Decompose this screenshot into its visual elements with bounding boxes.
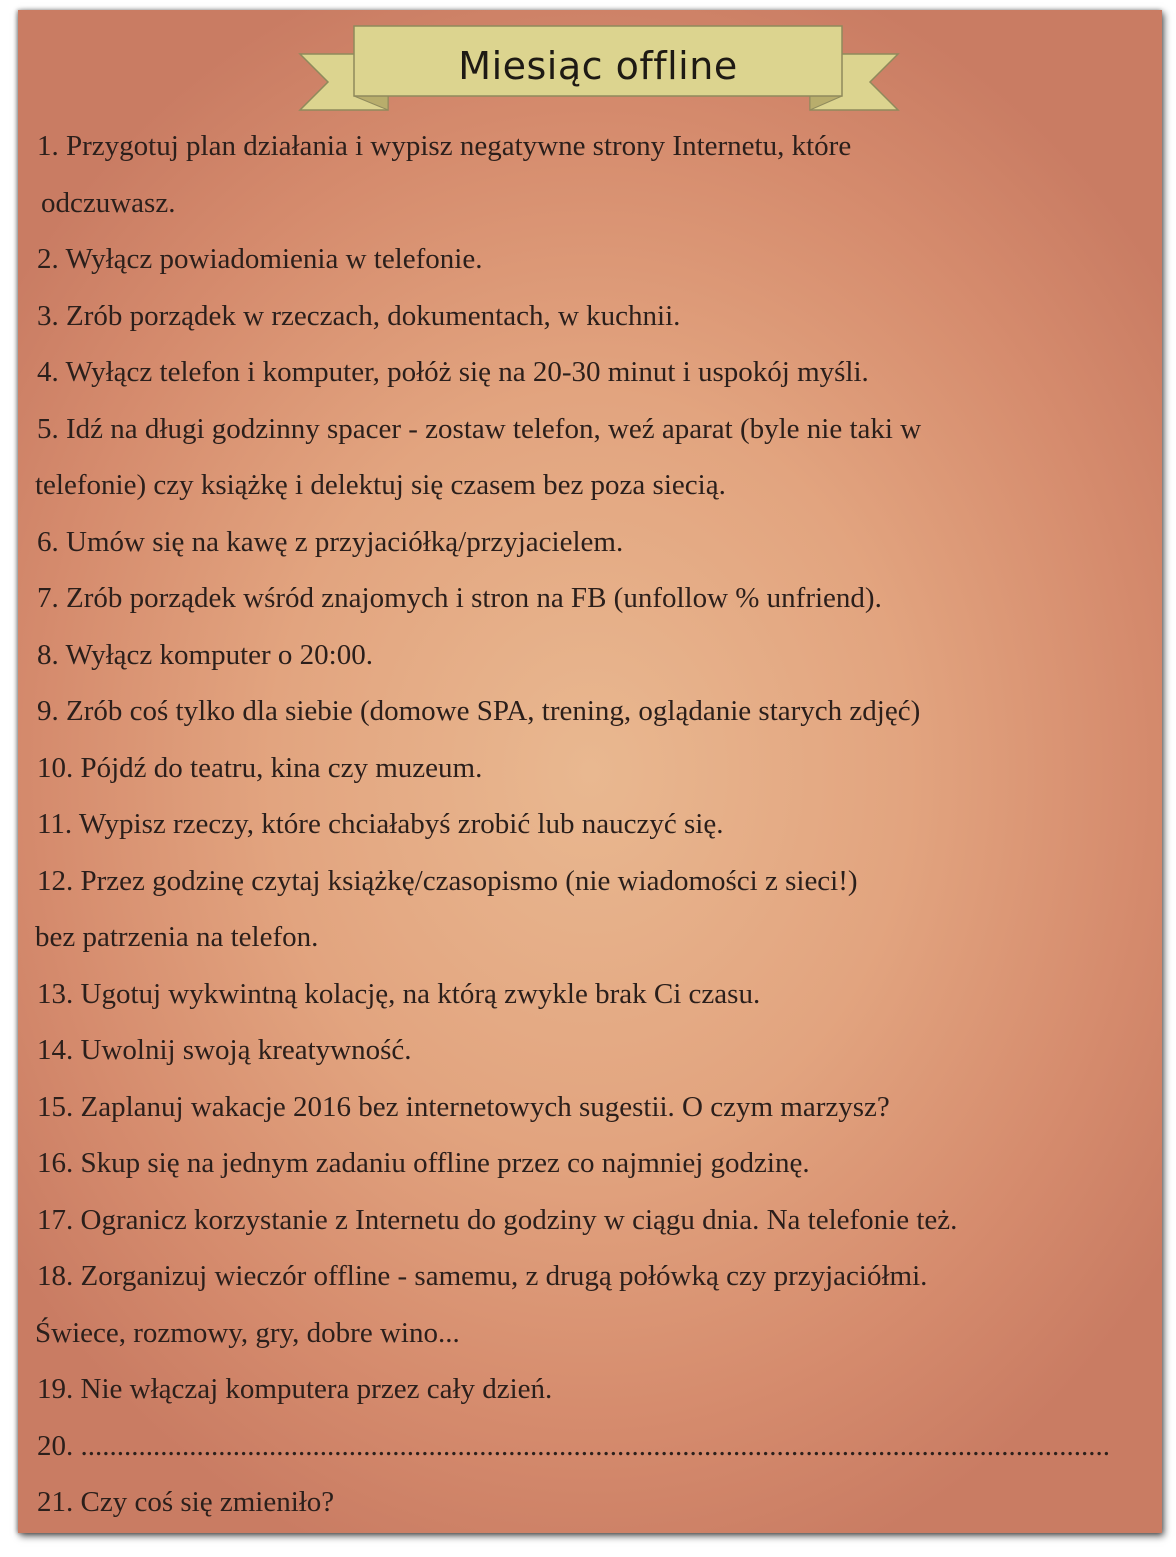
list-line: 12. Przez godzinę czytaj książkę/czasopismo (nie wiadomości z sieci!): [37, 864, 858, 897]
list-line: 18. Zorganizuj wieczór offline - samemu, z drugą połówką czy przyjaciółmi.: [37, 1260, 928, 1292]
list-line: 19. Nie włączaj komputera przez cały dzień.: [37, 1373, 553, 1405]
list-line: 8. Wyłącz komputer o 20:00.: [37, 638, 373, 671]
list-line: 15. Zaplanuj wakacje 2016 bez internetowych sugestii. O czym marzysz?: [37, 1090, 890, 1123]
list-line: 5. Idź na długi godzinny spacer - zostaw telefon, weź aparat (byle nie taki w: [37, 412, 922, 445]
list-line: Świece, rozmowy, gry, dobre wino...: [35, 1316, 460, 1349]
task-list: [18, 118, 1162, 1531]
list-line: 17. Ogranicz korzystanie z Internetu do godziny w ciągu dnia. Na telefonie też.: [37, 1203, 958, 1236]
title-banner: [18, 10, 1162, 120]
list-line: 20. ..............................................................................................................................................: [37, 1429, 1110, 1462]
list-line: 14. Uwolnij swoją kreatywność.: [37, 1034, 412, 1066]
document-page: [18, 10, 1162, 1533]
list-line: 13. Ugotuj wykwintną kolację, na którą zwykle brak Ci czasu.: [37, 977, 761, 1010]
page-title: Miesiąc offline: [458, 44, 738, 88]
list-line: 7. Zrób porządek wśród znajomych i stron na FB (unfollow % unfriend).: [37, 582, 882, 614]
list-line: 4. Wyłącz telefon i komputer, połóż się na 20-30 minut i uspokój myśli.: [37, 356, 869, 388]
list-line: telefonie) czy książkę i delektuj się czasem bez poza siecią.: [35, 469, 726, 501]
list-line: 21. Czy coś się zmieniło?: [37, 1486, 335, 1518]
list-line: 10. Pójdź do teatru, kina czy muzeum.: [37, 751, 483, 784]
list-line: 9. Zrób coś tylko dla siebie (domowe SPA, trening, oglądanie starych zdjęć): [37, 695, 921, 727]
list-line: 11. Wypisz rzeczy, które chciałabyś zrobić lub nauczyć się.: [37, 808, 724, 840]
list-line: 1. Przygotuj plan działania i wypisz negatywne strony Internetu, które: [37, 130, 852, 162]
list-line: odczuwasz.: [41, 186, 176, 219]
list-line: 3. Zrób porządek w rzeczach, dokumentach, w kuchnii.: [37, 299, 681, 332]
list-line: 2. Wyłącz powiadomienia w telefonie.: [37, 243, 483, 275]
list-line: 6. Umów się na kawę z przyjaciółką/przyjacielem.: [37, 525, 624, 558]
list-line: 16. Skup się na jednym zadaniu offline przez co najmniej godzinę.: [37, 1147, 810, 1179]
list-line: bez patrzenia na telefon.: [35, 921, 319, 953]
